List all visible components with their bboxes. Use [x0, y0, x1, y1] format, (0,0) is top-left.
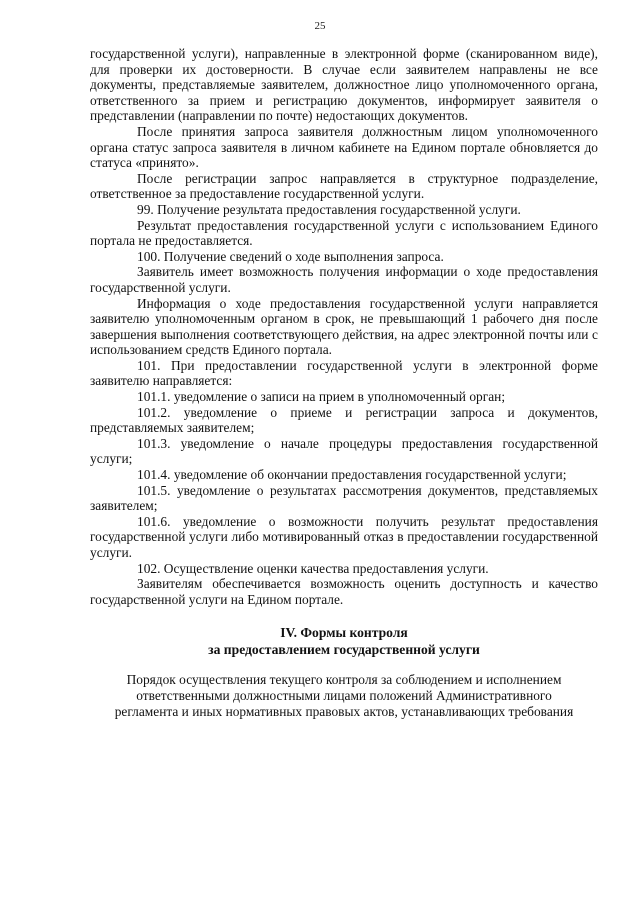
paragraph: Информация о ходе предоставления государственной услуги направляется заявителю уполномоченным органом в срок, не превышающий 1 рабочего дня после завершения выполнения соответствующего действия, на адрес электронной почты или с использованием средств Единого портала. [90, 295, 598, 358]
paragraph: государственной услуги), направленные в электронной форме (сканированном виде), для проверки их достоверности. В случае если заявителем направлены не все документы, представляемые заявителем, должностное лицо уполномоченного органа, ответственного за прием и регистрацию документов, информирует заявителя о представлении (направлении по почте) недостающих документов. [90, 46, 598, 124]
section-title-line-2: за предоставлением государственной услуги [208, 642, 480, 658]
document-body [90, 46, 598, 719]
paragraph: 101.5. уведомление о результатах рассмотрения документов, представляемых заявителем; [90, 482, 598, 514]
paragraph: 101.6. уведомление о возможности получить результат предоставления государственной услуги либо мотивированный отказ в предоставлении государственной услуги. [90, 513, 598, 560]
paragraph: Заявителям обеспечивается возможность оценить доступность и качество государственной услуги на Едином портале. [90, 576, 598, 607]
section-title-line-1: IV. Формы контроля [280, 625, 408, 641]
page-number: 25 [314, 20, 326, 32]
paragraph: 101. При предоставлении государственной услуги в электронной форме заявителю направляется: [90, 357, 598, 389]
subsection-heading-line-2: ответственными должностными лицами положений Административного [136, 687, 552, 703]
subsection-heading [90, 672, 598, 719]
subsection-heading-line-3: регламента и иных нормативных правовых актов, устанавливающих требования [114, 703, 574, 719]
paragraph: 99. Получение результата предоставления государственной услуги. [137, 201, 521, 217]
paragraph: 101.3. уведомление о начале процедуры предоставления государственной услуги; [90, 435, 598, 467]
paragraph-list [90, 46, 598, 607]
paragraph: 101.2. уведомление о приеме и регистрации запроса и документов, представляемых заявителем; [90, 404, 598, 436]
paragraph: 101.4. уведомление об окончании предоставления государственной услуги; [137, 467, 567, 483]
paragraph: Результат предоставления государственной услуги с использованием Единого портала не предоставляется. [90, 217, 598, 249]
paragraph: После регистрации запрос направляется в структурное подразделение, ответственное за предоставление государственной услуги. [90, 170, 598, 202]
subsection-heading-line-1: Порядок осуществления текущего контроля за соблюдением и исполнением [126, 672, 562, 688]
section-title [90, 624, 598, 658]
paragraph: 102. Осуществление оценки качества предоставления услуги. [137, 560, 489, 576]
paragraph: 101.1. уведомление о записи на прием в уполномоченный орган; [137, 389, 506, 405]
paragraph: Заявитель имеет возможность получения информации о ходе предоставления государственной услуги. [90, 264, 598, 295]
paragraph: 100. Получение сведений о ходе выполнения запроса. [137, 248, 444, 264]
paragraph: После принятия запроса заявителя должностным лицом уполномоченного органа статус запроса заявителя в личном кабинете на Едином портале обновляется до статуса «принято». [90, 123, 598, 171]
